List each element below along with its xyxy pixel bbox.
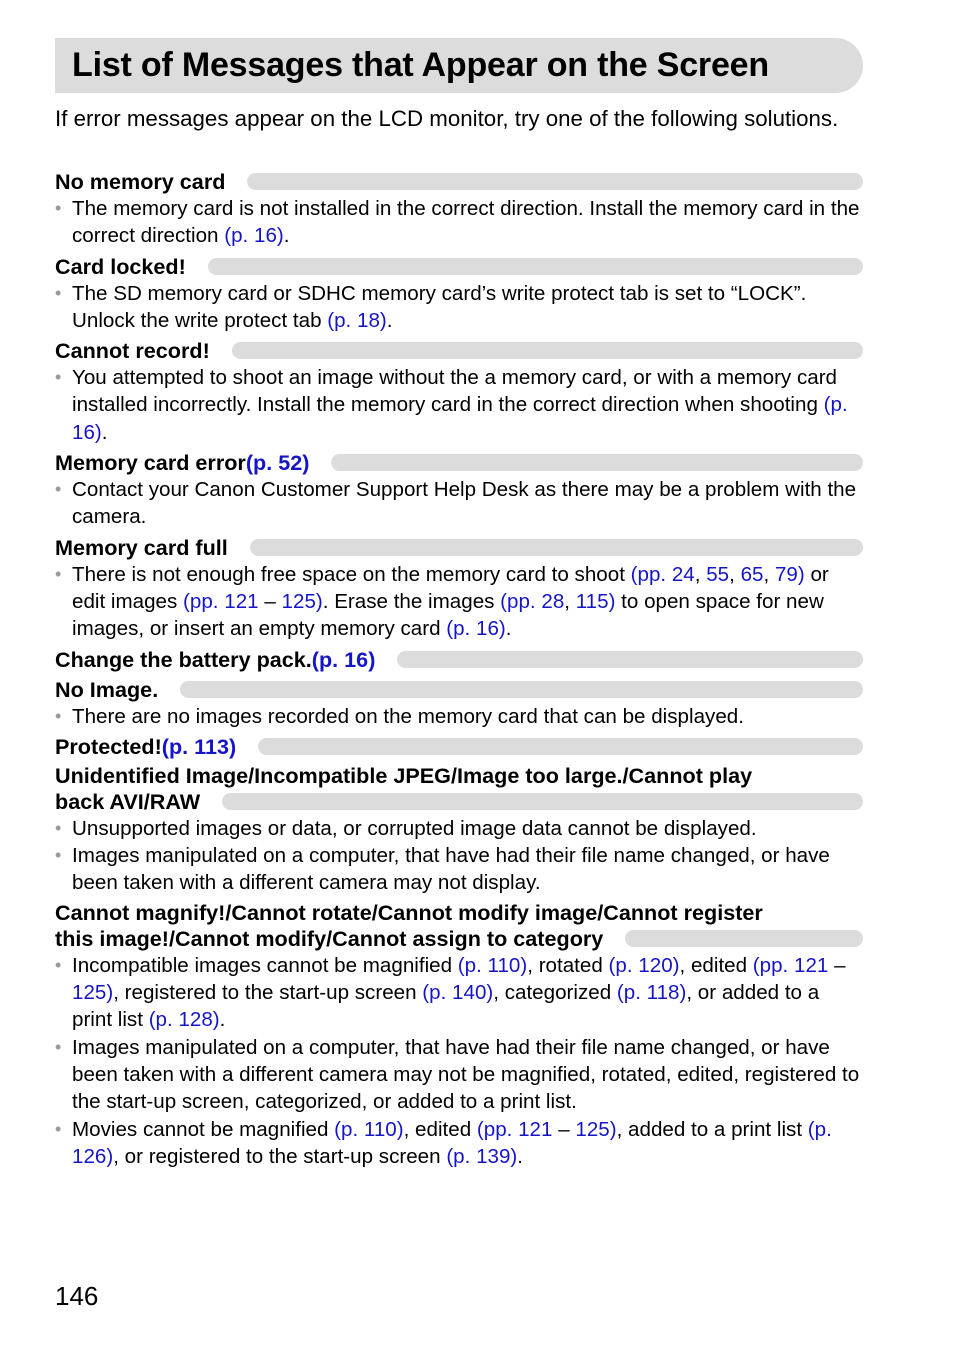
message-heading xyxy=(55,676,863,703)
heading-text: this image!/Cannot modify/Cannot assign to category xyxy=(55,925,604,951)
heading-line xyxy=(55,926,863,952)
heading-bar xyxy=(625,930,863,947)
heading-bar xyxy=(250,539,863,556)
page-reference-link[interactable]: (p. 16) xyxy=(446,617,506,641)
heading-bar xyxy=(331,454,863,471)
bullet-item: • There are no images recorded on the memory card that can be displayed. xyxy=(55,703,863,730)
bullet-icon: • xyxy=(55,198,62,218)
page-reference-link[interactable]: 55 xyxy=(706,562,730,586)
bullet-item: • Images manipulated on a computer, that have had their file name changed, or have been taken with a different camera may not be magnified, rotated, edited, registered to the start-up screen, categorized, or added to a print list. xyxy=(55,1035,860,1114)
page-reference-link[interactable]: 125) xyxy=(575,1117,617,1141)
message-heading xyxy=(55,449,863,476)
heading-bar xyxy=(232,342,863,359)
title-bar xyxy=(55,38,863,93)
heading-line xyxy=(55,900,863,926)
message-section xyxy=(55,763,863,897)
heading-text: No Image. xyxy=(55,676,159,702)
heading-bar xyxy=(208,258,863,275)
page-reference-link[interactable]: (p. 16) xyxy=(72,393,848,444)
heading-text: Unidentified Image/Incompatible JPEG/Image too large./Cannot play xyxy=(55,762,753,788)
message-heading xyxy=(55,900,863,952)
bullet-item: • Incompatible images cannot be magnified (p. 110), rotated (p. 120), edited (pp. 121 – 125), registered to the start-up screen (p. 140), categorized (p. 118), or added to a print list (p. 128). xyxy=(55,953,846,1032)
page-reference-link[interactable]: (pp. 121 xyxy=(752,953,829,977)
heading-text: Memory card full xyxy=(55,534,228,560)
message-heading xyxy=(55,168,863,195)
bullet-icon: • xyxy=(55,1036,62,1057)
bullet-icon: • xyxy=(55,1118,62,1139)
page-reference-link[interactable]: (p. 110) xyxy=(457,953,528,977)
message-section xyxy=(55,676,863,730)
heading-text: No memory card xyxy=(55,169,226,194)
page-reference-link[interactable]: (p. 16) xyxy=(224,224,284,248)
page-reference-link[interactable]: 125) xyxy=(72,981,114,1005)
bullet-item: • There is not enough free space on the memory card to shoot (pp. 24, 55, 65, 79) or edit images (pp. 121 – 125). Erase the images (pp. 28, 115) to open space for new images, or insert an empty memory card (p. 16). xyxy=(55,562,829,641)
page-reference-link[interactable]: (p. 128) xyxy=(148,1008,220,1032)
message-section xyxy=(55,168,863,250)
message-section xyxy=(55,337,863,446)
message-heading xyxy=(55,534,863,561)
page-reference-link[interactable]: (pp. 28 xyxy=(500,589,565,613)
page-reference-link[interactable]: 125) xyxy=(281,589,323,613)
message-heading xyxy=(55,337,863,364)
page-reference-link[interactable]: (p. 120) xyxy=(608,953,680,977)
page-title: List of Messages that Appear on the Screen xyxy=(72,46,769,84)
message-section xyxy=(55,646,863,673)
page-reference-link[interactable]: (p. 113) xyxy=(161,733,237,759)
page-reference-link[interactable]: (p. 139) xyxy=(446,1144,518,1168)
message-section xyxy=(55,534,863,643)
bullet-item: • Movies cannot be magnified (p. 110), edited (pp. 121 – 125), added to a print list (p. 126), or registered to the start-up screen (p. 139). xyxy=(55,1117,832,1168)
heading-bar xyxy=(180,681,863,698)
heading-bar xyxy=(397,651,863,668)
bullet-icon: • xyxy=(55,563,62,584)
message-heading xyxy=(55,253,863,280)
message-section xyxy=(55,253,863,335)
bullet-icon: • xyxy=(55,282,62,303)
bullet-icon: • xyxy=(55,817,62,838)
heading-text: Card locked! xyxy=(55,253,186,279)
message-list xyxy=(55,165,863,1170)
bullet-icon: • xyxy=(55,479,62,500)
bullet-item: • Unsupported images or data, or corrupted image data cannot be displayed. xyxy=(55,815,863,842)
page-reference-link[interactable]: (pp. 121 xyxy=(183,589,259,613)
bullet-icon: • xyxy=(55,367,62,388)
page-reference-link[interactable]: (p. 110) xyxy=(334,1117,404,1141)
message-heading xyxy=(55,763,863,815)
message-heading xyxy=(55,733,863,760)
message-section xyxy=(55,449,863,531)
page-number: 146 xyxy=(55,1281,99,1311)
page-reference-link[interactable]: (p. 52) xyxy=(245,450,310,476)
message-section xyxy=(55,733,863,760)
heading-text: Memory card error xyxy=(55,450,246,476)
heading-line xyxy=(55,763,863,789)
message-heading xyxy=(55,646,863,673)
heading-bar xyxy=(222,793,863,810)
heading-bar xyxy=(247,173,863,190)
bullet-icon: • xyxy=(55,845,62,866)
page-reference-link[interactable]: 65 xyxy=(740,562,764,586)
bullet-item: • You attempted to shoot an image without the a memory card, or with a memory card installed incorrectly. Install the memory card in the correct direction when shooting (p. 16). xyxy=(55,366,848,444)
page-reference-link[interactable]: (p. 18) xyxy=(327,308,387,332)
heading-text: back AVI/RAW xyxy=(55,788,201,814)
page-reference-link[interactable]: (p. 140) xyxy=(422,981,494,1005)
bullet-icon: • xyxy=(55,954,62,975)
bullet-item: • Contact your Canon Customer Support Help Desk as there may be a problem with the camera. xyxy=(55,478,857,529)
page-reference-link[interactable]: (pp. 121 xyxy=(476,1117,553,1141)
bullet-item: • The memory card is not installed in the correct direction. Install the memory card in the correct direction (p. 16). xyxy=(55,197,860,248)
page-reference-link[interactable]: 79) xyxy=(774,562,805,586)
page-reference-link[interactable]: (p. 16) xyxy=(311,646,376,672)
bullet-item: • Images manipulated on a computer, that have had their file name changed, or have been taken with a different camera may not display. xyxy=(55,844,830,895)
heading-bar xyxy=(258,738,863,755)
page-reference-link[interactable]: (p. 118) xyxy=(616,981,687,1005)
heading-text: Change the battery pack. xyxy=(55,646,312,672)
page-reference-link[interactable]: (p. 126) xyxy=(72,1117,832,1168)
heading-text: Cannot magnify!/Cannot rotate/Cannot modify image/Cannot register xyxy=(55,899,763,925)
page-reference-link[interactable]: (pp. 24 xyxy=(630,562,695,586)
bullet-icon: • xyxy=(55,705,62,726)
message-section xyxy=(55,900,863,1170)
heading-text: Protected! xyxy=(55,733,162,759)
intro-text: If error messages appear on the LCD monitor, try one of the following solutions. xyxy=(55,106,839,131)
page-reference-link[interactable]: 115) xyxy=(575,589,616,613)
bullet-item: • The SD memory card or SDHC memory card’s write protect tab is set to “LOCK”. Unlock the write protect tab (p. 18). xyxy=(55,281,807,332)
heading-line xyxy=(55,789,863,815)
heading-text: Cannot record! xyxy=(55,338,210,364)
